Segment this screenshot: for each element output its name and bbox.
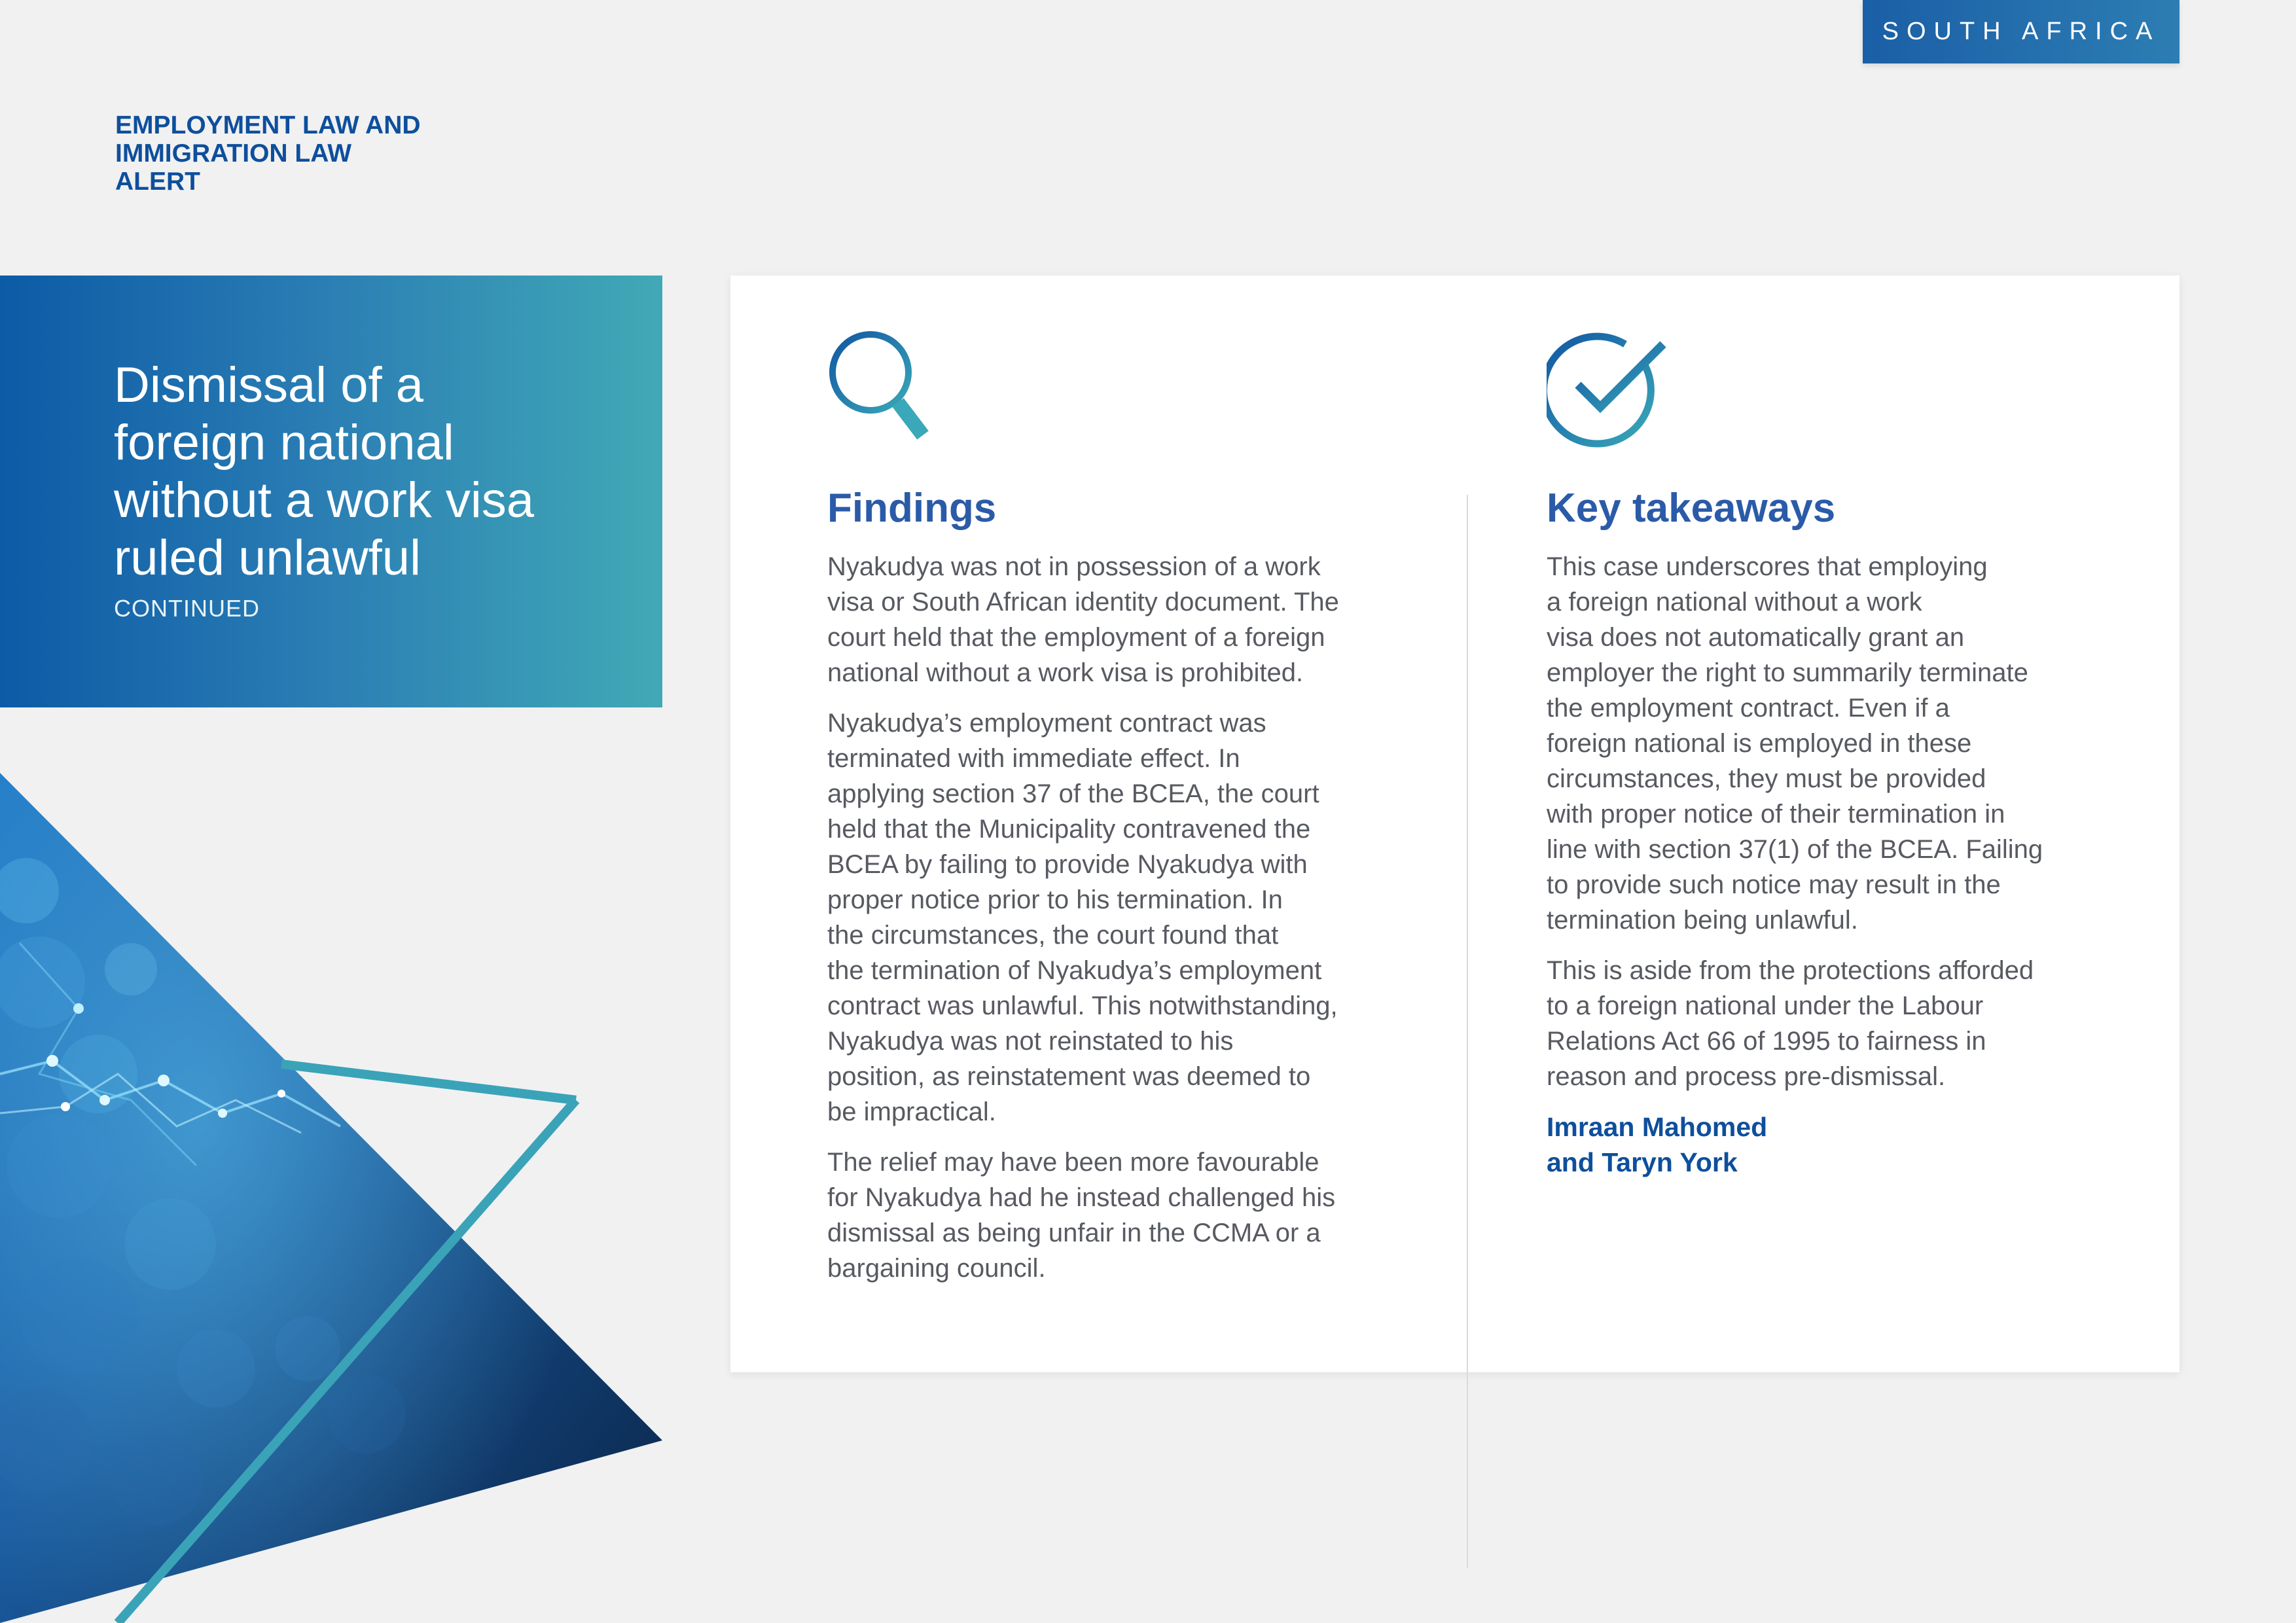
takeaways-paragraph: [1547, 953, 2109, 1094]
text-line: for Nyakudya had he instead challenged his: [827, 1183, 1336, 1212]
findings-paragraph: [827, 705, 1390, 1130]
text-line: terminated with immediate effect. In: [827, 744, 1240, 773]
country-tag: SOUTH AFRICA: [1863, 0, 2179, 63]
text-line: position, as reinstatement was deemed to: [827, 1062, 1311, 1091]
text-line: be impractical.: [827, 1097, 996, 1126]
text-line: a foreign national without a work: [1547, 588, 1922, 616]
text-line: bargaining council.: [827, 1254, 1046, 1283]
findings-body: [827, 549, 1390, 1301]
alert-heading-line: EMPLOYMENT LAW AND: [115, 111, 421, 139]
text-line: foreign national is employed in these: [1547, 729, 1972, 758]
accent-line: [281, 1064, 576, 1100]
text-line: This case underscores that employing: [1547, 552, 1988, 581]
takeaways-heading: Key takeaways: [1547, 486, 1836, 531]
magnifier-icon: [827, 329, 939, 454]
network-triangle-graphic: [0, 707, 662, 1623]
checkmark-circle-icon: [1547, 325, 1671, 449]
text-line: with proper notice of their termination in: [1547, 800, 2005, 829]
text-line: visa does not automatically grant an: [1547, 623, 1965, 652]
text-line: Relations Act 66 of 1995 to fairness in: [1547, 1027, 1986, 1056]
text-line: the termination of Nyakudya’s employment: [827, 956, 1322, 985]
article-title-line: Dismissal of a: [114, 357, 423, 413]
text-line: circumstances, they must be provided: [1547, 764, 1986, 793]
article-title-line: ruled unlawful: [114, 530, 421, 586]
findings-paragraph: [827, 549, 1390, 690]
article-title-line: without a work visa: [114, 473, 535, 528]
text-line: applying section 37 of the BCEA, the court: [827, 779, 1319, 808]
text-line: the employment contract. Even if a: [1547, 694, 1950, 722]
findings-paragraph: [827, 1145, 1390, 1286]
text-line: termination being unlawful.: [1547, 906, 1858, 935]
column-divider: [1467, 495, 1468, 1568]
text-line: line with section 37(1) of the BCEA. Failing: [1547, 835, 2043, 864]
article-title: [114, 357, 637, 587]
bokeh-pattern: [0, 707, 662, 1623]
alert-heading-line: ALERT: [115, 168, 200, 196]
text-line: court held that the employment of a foreign: [827, 623, 1325, 652]
text-line: dismissal as being unfair in the CCMA or a: [827, 1219, 1321, 1247]
author-line: Imraan Mahomed: [1547, 1112, 1768, 1142]
text-line: Nyakudya was not reinstated to his: [827, 1027, 1234, 1056]
continued-label: CONTINUED: [114, 595, 260, 622]
text-line: contract was unlawful. This notwithstanding,: [827, 991, 1338, 1020]
takeaways-body: [1547, 549, 2109, 1195]
takeaways-paragraph: [1547, 549, 2109, 938]
text-line: to provide such notice may result in the: [1547, 870, 2001, 899]
text-line: employer the right to summarily terminate: [1547, 658, 2028, 687]
content-card: [730, 276, 2179, 1372]
text-line: held that the Municipality contravened the: [827, 815, 1311, 844]
text-line: reason and process pre-dismissal.: [1547, 1062, 1946, 1091]
article-title-line: foreign national: [114, 415, 454, 471]
author-byline: [1547, 1109, 2109, 1180]
text-line: Nyakudya’s employment contract was: [827, 709, 1266, 738]
text-line: the circumstances, the court found that: [827, 921, 1279, 950]
text-line: visa or South African identity document. The: [827, 588, 1339, 616]
alert-heading-line: IMMIGRATION LAW: [115, 139, 352, 168]
text-line: Nyakudya was not in possession of a work: [827, 552, 1321, 581]
text-line: national without a work visa is prohibited.: [827, 658, 1304, 687]
text-line: proper notice prior to his termination. In: [827, 885, 1283, 914]
author-line: and Taryn York: [1547, 1147, 1738, 1177]
text-line: The relief may have been more favourable: [827, 1148, 1319, 1177]
alert-heading: [115, 111, 482, 196]
text-line: BCEA by failing to provide Nyakudya with: [827, 850, 1308, 879]
text-line: This is aside from the protections afforded: [1547, 956, 2034, 985]
findings-heading: Findings: [827, 486, 997, 531]
text-line: to a foreign national under the Labour: [1547, 991, 1984, 1020]
title-panel: [0, 276, 662, 707]
